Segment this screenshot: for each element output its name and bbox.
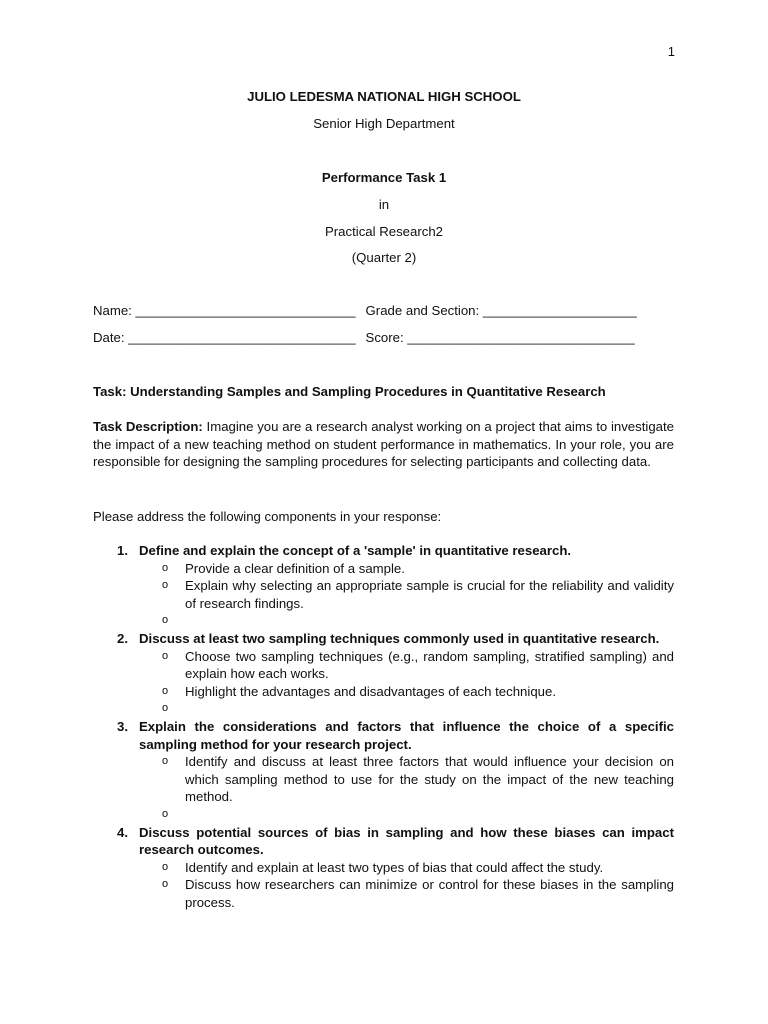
score-field[interactable]: Score: _______________________________ <box>365 330 635 345</box>
sub-item-empty <box>93 700 674 718</box>
page-number: 1 <box>667 44 675 59</box>
sub-item <box>93 577 674 612</box>
item-number: 3. <box>117 718 128 734</box>
bullet-icon: o <box>162 878 169 891</box>
sub-item <box>93 648 674 683</box>
sub-text: Explain why selecting an appropriate sample is crucial for the reliability and validity of research findings. <box>185 578 674 611</box>
sub-item <box>93 753 674 806</box>
sub-item <box>93 560 674 578</box>
quarter: (Quarter 2) <box>351 250 417 265</box>
name-field[interactable]: Name: ______________________________ <box>93 303 356 318</box>
subject: Practical Research2 <box>324 224 443 239</box>
sub-item <box>93 859 674 877</box>
in-word: in <box>378 197 390 212</box>
bullet-icon: o <box>162 807 169 820</box>
description-text: Imagine you are a research analyst working on a project that aims to investigate the impact of a new teaching method on student performance in mathematics. In your role, you are responsible for designing the sampling procedures for selecting participants and collecting data. <box>93 419 674 470</box>
bullet-icon: o <box>162 561 169 574</box>
item-number: 2. <box>117 630 128 646</box>
list-item-4 <box>93 824 674 859</box>
sub-text: Discuss how researchers can minimize or control for these biases in the sampling process. <box>185 877 674 910</box>
bullet-icon: o <box>162 860 169 873</box>
date-score-row <box>93 330 693 345</box>
bullet-icon: o <box>162 579 169 592</box>
department: Senior High Department <box>313 116 455 131</box>
item-number: 4. <box>117 824 128 840</box>
task-title: Performance Task 1 <box>321 170 447 185</box>
sub-item-empty <box>93 806 674 824</box>
date-field[interactable]: Date: _______________________________ <box>93 330 356 345</box>
sub-text: Identify and explain at least two types of bias that could affect the study. <box>185 859 604 875</box>
task-line: Task: Understanding Samples and Sampling Procedures in Quantitative Research <box>93 384 606 399</box>
bullet-icon: o <box>162 755 169 768</box>
item-title: Discuss at least two sampling techniques commonly used in quantitative research. <box>139 630 660 646</box>
grade-section-field[interactable]: Grade and Section: _____________________ <box>365 303 637 318</box>
item-title: Define and explain the concept of a 'sample' in quantitative research. <box>139 543 572 558</box>
description-label: Task Description: <box>93 419 203 434</box>
instruction: Please address the following components in your response: <box>93 509 442 524</box>
school-name: JULIO LEDESMA NATIONAL HIGH SCHOOL <box>247 89 521 104</box>
sub-text: Choose two sampling techniques (e.g., random sampling, stratified sampling) and explain how each works. <box>185 648 674 682</box>
list-item-3 <box>93 718 674 753</box>
list-item-1 <box>93 542 674 560</box>
sub-item <box>93 876 674 911</box>
component-list <box>93 542 674 911</box>
sub-text: Identify and discuss at least three factors that would influence your decision on which sampling method to use for the study on the impact of the new teaching method. <box>185 754 674 805</box>
list-item-2 <box>93 630 674 648</box>
task-description <box>93 418 674 471</box>
sub-text: Highlight the advantages and disadvantages of each technique. <box>185 683 556 699</box>
item-title: Explain the considerations and factors that influence the choice of a specific sampling method for your research project. <box>139 718 674 752</box>
item-number: 1. <box>117 543 128 558</box>
item-title: Discuss potential sources of bias in sampling and how these biases can impact research outcomes. <box>139 824 674 858</box>
sub-item-empty <box>93 612 674 630</box>
bullet-icon: o <box>162 702 169 715</box>
sub-item <box>93 683 674 701</box>
bullet-icon: o <box>162 684 169 697</box>
name-grade-row <box>93 303 693 318</box>
bullet-icon: o <box>162 614 169 627</box>
bullet-icon: o <box>162 649 169 662</box>
sub-text: Provide a clear definition of a sample. <box>185 560 405 576</box>
